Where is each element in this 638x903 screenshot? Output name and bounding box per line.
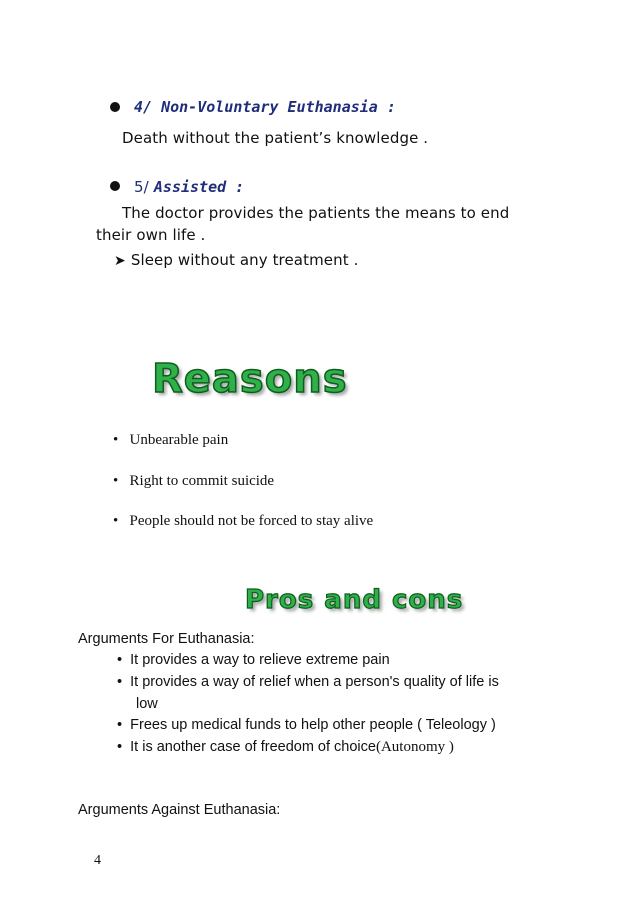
item-5-heading [134, 177, 244, 196]
for-item-text: It provides a way of relief when a person's quality of life is [130, 674, 499, 690]
bullet-icon: • [117, 674, 123, 690]
for-item [117, 652, 390, 668]
arguments-for-heading: Arguments For Euthanasia: [78, 631, 255, 647]
for-item-text: It is another case of freedom of choice [130, 739, 376, 755]
reason-text: Unbearable pain [129, 432, 229, 448]
item-5-number: 5/ [134, 178, 149, 196]
bullet-icon: • [113, 513, 119, 529]
for-item-text: Frees up medical funds to help other people ( Teleology ) [130, 717, 496, 733]
reason-text: Right to commit suicide [129, 473, 275, 489]
reason-item [113, 473, 274, 490]
item-5-description-line2: their own life . [96, 226, 206, 244]
item-5-title: Assisted : [153, 178, 245, 196]
bullet-dot [110, 181, 120, 191]
for-item [117, 674, 499, 690]
bullet-dot [110, 102, 120, 112]
page-number: 4 [94, 853, 101, 868]
bullet-icon: • [113, 432, 119, 448]
bullet-icon: • [117, 739, 123, 755]
pros-cons-title: Pros and cons [245, 585, 464, 615]
bullet-icon: • [113, 473, 119, 489]
arguments-against-heading: Arguments Against Euthanasia: [78, 802, 281, 818]
item-5-description-line1: The doctor provides the patients the means to end [122, 204, 510, 222]
reasons-title: Reasons [152, 356, 348, 402]
for-item-continuation: low [136, 696, 158, 712]
bullet-icon: • [117, 717, 123, 733]
item-4-description: Death without the patient’s knowledge . [122, 129, 429, 147]
reason-item [113, 513, 373, 530]
sub-bullet-text: Sleep without any treatment . [130, 251, 359, 269]
arrow-bullet-icon: ➤ [114, 253, 126, 269]
for-item-serif-suffix: (Autonomy ) [375, 739, 454, 755]
reason-item [113, 432, 228, 449]
item-4-title: 4/ Non-Voluntary Euthanasia : [134, 98, 396, 116]
for-item [117, 717, 496, 733]
bullet-icon: • [117, 652, 123, 668]
for-item-text: It provides a way to relieve extreme pain [130, 652, 390, 668]
for-item [117, 739, 454, 756]
reason-text: People should not be forced to stay alive [129, 513, 374, 529]
item-5-sub-bullet [114, 250, 358, 269]
